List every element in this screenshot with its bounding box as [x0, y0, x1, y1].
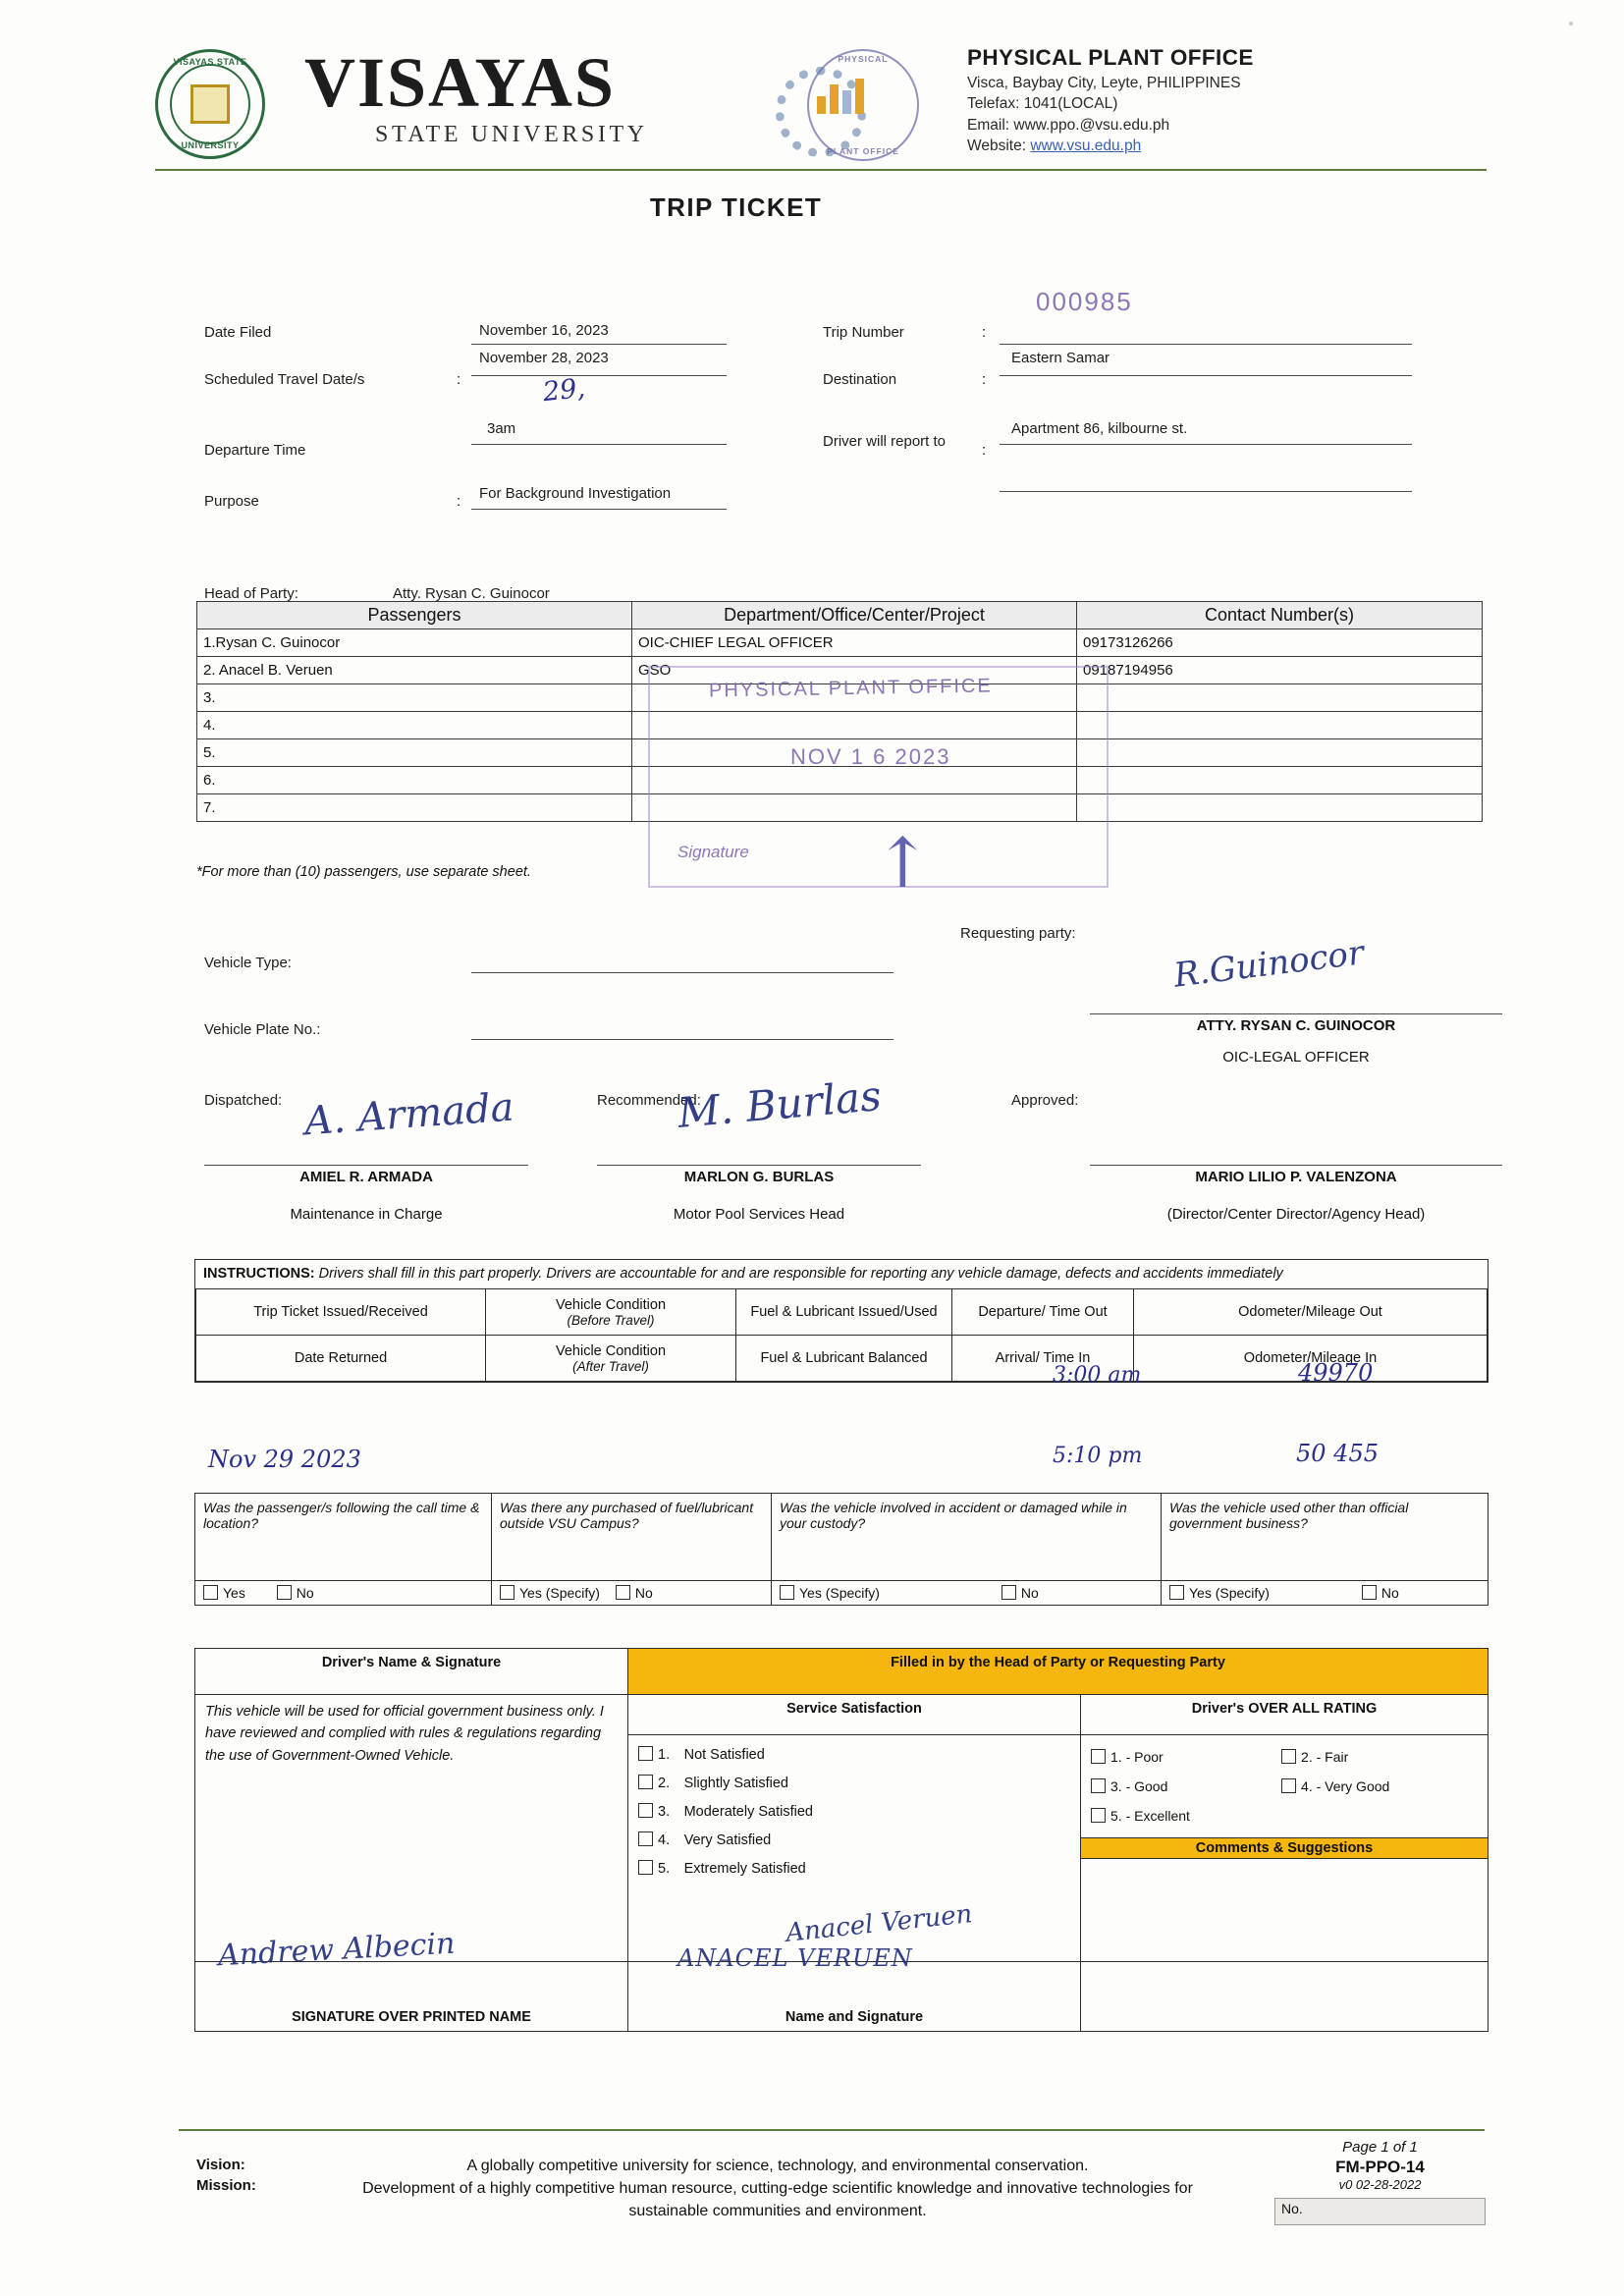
satisfaction-option-1[interactable] [638, 1741, 1070, 1770]
cell-vehicle-condition-after [486, 1336, 736, 1382]
odometer-out-value: 49970 [1298, 1359, 1374, 1387]
row-contact: 09187194956 [1077, 657, 1483, 684]
vision-mission-labels [196, 2157, 256, 2194]
ppo-ring-top: PHYSICAL [838, 54, 889, 64]
header-divider [155, 169, 1487, 171]
question-4-text: Was the vehicle used other than official government business? [1162, 1494, 1489, 1581]
dispatched-signature: A. Armada [302, 1084, 515, 1145]
wordmark-sub: STATE UNIVERSITY [375, 122, 648, 148]
questions-table [194, 1493, 1489, 1606]
seal-bottom-text: UNIVERSITY [181, 139, 240, 150]
rating-2-checkbox[interactable] [1281, 1749, 1296, 1764]
recommended-caption: Motor Pool Services Head [673, 1206, 845, 1223]
rating-option-4[interactable] [1281, 1773, 1389, 1800]
cell-date-returned: Date Returned [196, 1336, 486, 1382]
scheduled-date-value: November 28, 2023 [479, 350, 609, 366]
departure-time-value: 3am [487, 420, 516, 437]
q3-no-checkbox[interactable] [1001, 1585, 1016, 1600]
rating-3-label: 3. - Good [1110, 1778, 1168, 1794]
satisfaction-5-label: 5. Extremely Satisfied [658, 1861, 806, 1877]
wordmark-main: VISAYAS [304, 43, 616, 122]
satisfaction-option-2[interactable] [638, 1770, 1070, 1798]
scheduled-date-handwritten: 29, [541, 372, 587, 409]
rating-2-label: 2. - Fair [1301, 1749, 1349, 1765]
instructions-table [195, 1288, 1488, 1382]
dispatched-rule [204, 1165, 528, 1166]
driver-report-label-text: Driver will report to [823, 433, 947, 450]
office-stamp-signature-label: Signature [677, 843, 749, 861]
question-3-options [772, 1581, 1162, 1606]
office-website-link[interactable]: www.vsu.edu.ph [1030, 137, 1142, 154]
approved-caption: (Director/Center Director/Agency Head) [1166, 1206, 1426, 1223]
trip-number-label: Trip Number [823, 324, 904, 341]
vehicle-type-label: Vehicle Type: [204, 955, 292, 971]
office-stamp-text: PHYSICAL PLANT OFFICE [708, 675, 993, 702]
purpose-value: For Background Investigation [479, 485, 672, 502]
rating-cell [1081, 1735, 1489, 1962]
odometer-in-value: 50 455 [1296, 1440, 1379, 1467]
satisfaction-1-checkbox[interactable] [638, 1746, 653, 1761]
cell-odometer-in: Odometer/Mileage In [1134, 1336, 1488, 1382]
seal-top-text: VISAYAS STATE [173, 57, 247, 67]
q2-yes-checkbox[interactable] [500, 1585, 514, 1600]
requesting-party-name: ATTY. RYSAN C. GUINOCOR [1196, 1017, 1396, 1034]
scan-artifact-dot [1569, 22, 1573, 26]
cell-vehicle-condition-before [486, 1289, 736, 1336]
instructions-text [195, 1260, 1488, 1288]
ppo-ring-bottom: PLANT OFFICE [827, 146, 899, 156]
service-satisfaction-header: Service Satisfaction [628, 1695, 1081, 1735]
driver-feedback-table [194, 1648, 1489, 2032]
question-1-options [195, 1581, 492, 1606]
row-name: Rysan C. Guinocor [215, 634, 341, 651]
instructions-bold: INSTRUCTIONS: [203, 1266, 315, 1282]
q1-yes-checkbox[interactable] [203, 1585, 218, 1600]
q4-no-checkbox[interactable] [1362, 1585, 1377, 1600]
stamp-stroke: ↑ [874, 823, 932, 903]
passenger-footnote: *For more than (10) passengers, use separate sheet. [196, 864, 531, 880]
driver-name-signature-header: Driver's Name & Signature [195, 1649, 628, 1695]
dispatched-name: AMIEL R. ARMADA [299, 1169, 433, 1185]
feedback-header-row [195, 1649, 1489, 1695]
question-3-text: Was the vehicle involved in accident or damaged while in your custody? [772, 1494, 1162, 1581]
departure-time-label: Departure Time [204, 442, 306, 459]
vision-mission-text [346, 2155, 1210, 2223]
row-no: 3. [197, 684, 632, 712]
q1-yes-label: Yes [223, 1585, 245, 1601]
date-filed-rule [471, 344, 727, 345]
recommended-signature: M. Burlas [676, 1071, 884, 1137]
rating-option-1[interactable] [1091, 1743, 1277, 1771]
q2-yes-label: Yes (Specify) [519, 1585, 600, 1601]
rating-1-checkbox[interactable] [1091, 1749, 1106, 1764]
rating-row-3 [1091, 1802, 1478, 1831]
instructions-box [194, 1259, 1489, 1383]
purpose-label: Purpose [204, 493, 259, 510]
vehicle-plate-rule [471, 1039, 893, 1040]
feedback-signature-row [195, 1962, 1489, 2032]
cell-trip-ticket-issued: Trip Ticket Issued/Received [196, 1289, 486, 1336]
satisfaction-3-checkbox[interactable] [638, 1803, 653, 1818]
driver-declaration: This vehicle will be used for official government business only. I have reviewed and complied with rules & regulations regarding the use of Government-Owned Vehicle. [205, 1704, 604, 1764]
rating-option-5[interactable] [1091, 1802, 1190, 1830]
question-4-options [1162, 1581, 1489, 1606]
satisfaction-4-checkbox[interactable] [638, 1831, 653, 1846]
q2-yes[interactable] [500, 1585, 600, 1601]
trip-number-colon: : [982, 324, 987, 341]
cell-arrival-time-in: Arrival/ Time In [952, 1336, 1134, 1382]
scheduled-date-rule [471, 375, 727, 376]
arrival-time-in-value: 5:10 pm [1053, 1444, 1143, 1468]
driver-report-label [823, 432, 980, 452]
rating-option-2[interactable] [1281, 1743, 1348, 1771]
satisfaction-2-label: 2. Slightly Satisfied [658, 1776, 788, 1791]
university-seal-icon [155, 49, 265, 159]
satisfaction-3-label: 3. Moderately Satisfied [658, 1804, 813, 1820]
recommended-label: Recommended: [597, 1092, 701, 1109]
satisfaction-1-label: 1. Not Satisfied [658, 1747, 765, 1763]
satisfaction-option-5[interactable] [638, 1855, 1070, 1884]
q4-yes[interactable] [1169, 1585, 1270, 1601]
vision-label: Vision: [196, 2157, 245, 2173]
vehicle-plate-label: Vehicle Plate No.: [204, 1021, 321, 1038]
purpose-colon: : [457, 493, 461, 510]
approved-name: MARIO LILIO P. VALENZONA [1195, 1169, 1397, 1185]
party-signature-caption: Name and Signature [628, 1962, 1081, 2032]
requesting-party-signature: R.Guinocor [1171, 933, 1367, 996]
office-email: Email: www.ppo.@vsu.edu.ph [967, 116, 1170, 134]
office-title: PHYSICAL PLANT OFFICE [967, 45, 1254, 70]
driver-declaration-cell [195, 1695, 628, 1962]
table-row [196, 1336, 1488, 1382]
overall-rating-header: Driver's OVER ALL RATING [1081, 1695, 1489, 1735]
vision-text: A globally competitive university for science, technology, and environmental conservation. [466, 2158, 1089, 2174]
recommended-rule [597, 1165, 921, 1166]
instructions-body: Drivers shall fill in this part properly. Drivers are accountable for and are responsible for reporting any vehicle damage, defects and accidents immediately [314, 1266, 1283, 1282]
row-no: 7. [197, 794, 632, 822]
q4-no-label: No [1380, 1585, 1399, 1601]
destination-colon: : [982, 371, 987, 388]
q2-no[interactable] [616, 1585, 653, 1601]
cell-fuel-balanced: Fuel & Lubricant Balanced [736, 1336, 952, 1382]
party-signature-script: Anacel Veruen [784, 1899, 974, 1948]
row-name: Anacel B. Veruen [218, 662, 333, 679]
row-office: OIC-CHIEF LEGAL OFFICER [632, 629, 1077, 657]
driver-report-value: Apartment 86, kilbourne st. [1011, 420, 1188, 437]
head-of-party-value: Atty. Rysan C. Guinocor [393, 585, 550, 602]
ppo-logo-icon [776, 45, 913, 163]
row-no: 2. [203, 662, 216, 679]
question-2-text: Was there any purchased of fuel/lubricant outside VSU Campus? [492, 1494, 772, 1581]
driver-report-rule [1000, 444, 1412, 445]
purpose-rule [471, 509, 727, 510]
driver-signature-caption: SIGNATURE OVER PRINTED NAME [195, 1962, 628, 2032]
q1-no-label: No [296, 1585, 314, 1601]
office-contact-block [967, 45, 1478, 155]
page-title [0, 192, 1624, 223]
departure-time-out-value: 3:00 am [1053, 1363, 1142, 1388]
party-signature-printed: ANACEL VERUEN [677, 1944, 913, 1972]
driver-report-rule2 [1000, 491, 1412, 492]
rating-5-label: 5. - Excellent [1110, 1808, 1190, 1824]
destination-rule [1000, 375, 1412, 376]
mission-label: Mission: [196, 2177, 256, 2194]
rating-3-checkbox[interactable] [1091, 1778, 1106, 1793]
page-number: Page 1 of 1 [1342, 2139, 1418, 2156]
page-title-text: TRIP TICKET [649, 192, 823, 222]
q1-no-checkbox[interactable] [277, 1585, 292, 1600]
vehicle-type-rule [471, 972, 893, 973]
cell-odometer-out: Odometer/Mileage Out [1134, 1289, 1488, 1336]
table-row [196, 1289, 1488, 1336]
row-office: GSO [632, 657, 1077, 684]
vc-after-main: Vehicle Condition [555, 1342, 667, 1359]
feedback-blank-cell [1081, 1962, 1489, 2032]
q3-no[interactable] [1001, 1585, 1039, 1601]
q4-yes-checkbox[interactable] [1169, 1585, 1184, 1600]
letterhead [137, 27, 1492, 175]
rating-row-1 [1091, 1743, 1478, 1773]
rating-row-2 [1091, 1773, 1478, 1802]
q3-yes-checkbox[interactable] [780, 1585, 794, 1600]
trip-number-rule [1000, 344, 1412, 345]
col-contact: Contact Number(s) [1077, 602, 1483, 629]
destination-value: Eastern Samar [1011, 350, 1110, 366]
office-telefax: Telefax: 1041(LOCAL) [967, 95, 1118, 112]
scheduled-date-label: Scheduled Travel Date/s [204, 371, 365, 388]
footer-divider [179, 2129, 1485, 2131]
q4-no[interactable] [1362, 1585, 1399, 1601]
rating-4-checkbox[interactable] [1281, 1778, 1296, 1793]
q3-no-label: No [1020, 1585, 1039, 1601]
form-version: v0 02-28-2022 [1338, 2177, 1422, 2192]
recommended-name: MARLON G. BURLAS [683, 1169, 835, 1185]
driver-report-colon: : [982, 442, 987, 459]
row-no: 5. [197, 739, 632, 767]
approved-label: Approved: [1011, 1092, 1079, 1109]
rating-5-checkbox[interactable] [1091, 1808, 1106, 1823]
office-stamp-date: NOV 1 6 2023 [790, 744, 951, 769]
office-website-row [967, 137, 1478, 155]
question-2-options [492, 1581, 772, 1606]
satisfaction-5-checkbox[interactable] [638, 1860, 653, 1875]
satisfaction-4-label: 4. Very Satisfied [658, 1832, 772, 1848]
comments-value[interactable] [1081, 1859, 1488, 1961]
row-no: 4. [197, 712, 632, 739]
q1-no[interactable] [277, 1585, 314, 1601]
date-filed-label: Date Filed [204, 324, 272, 341]
col-passengers: Passengers [197, 602, 632, 629]
satisfaction-2-checkbox[interactable] [638, 1775, 653, 1789]
footer-form-info [1274, 2139, 1486, 2225]
office-address: Visca, Baybay City, Leyte, PHILIPPINES [967, 74, 1241, 91]
cell-fuel-issued: Fuel & Lubricant Issued/Used [736, 1289, 952, 1336]
q3-yes-label: Yes (Specify) [799, 1585, 880, 1601]
vc-after-sub: (After Travel) [572, 1358, 649, 1374]
q3-yes[interactable] [780, 1585, 880, 1601]
mission-text: Development of a highly competitive human resource, cutting-edge scientific knowledge and innovative technologies for sustainable communities and environment. [362, 2180, 1193, 2220]
cell-departure-time-out: Departure/ Time Out [952, 1289, 1134, 1336]
dispatched-caption: Maintenance in Charge [290, 1206, 443, 1223]
approved-rule [1090, 1165, 1502, 1166]
col-department: Department/Office/Center/Project [632, 602, 1077, 629]
satisfaction-option-3[interactable] [638, 1798, 1070, 1827]
row-no: 1. [203, 634, 216, 651]
control-number: 000985 [1036, 287, 1133, 316]
row-no: 6. [197, 767, 632, 794]
requesting-party-title: OIC-LEGAL OFFICER [1222, 1049, 1370, 1066]
dispatched-label: Dispatched: [204, 1092, 283, 1109]
office-website-label: Website: [967, 137, 1031, 154]
passenger-table-header-row [197, 602, 1483, 629]
date-filed-value: November 16, 2023 [479, 322, 609, 339]
requesting-party-rule [1090, 1013, 1502, 1014]
questions-text-row [195, 1494, 1489, 1581]
q1-yes[interactable] [203, 1585, 245, 1601]
requesting-party-label: Requesting party: [960, 925, 1076, 942]
scheduled-colon: : [457, 371, 461, 388]
head-of-party-label: Head of Party: [204, 585, 298, 602]
ppo-ring-text [807, 49, 919, 161]
q2-no-checkbox[interactable] [616, 1585, 630, 1600]
comments-header: Comments & Suggestions [1081, 1837, 1488, 1859]
rating-option-3[interactable] [1091, 1773, 1277, 1800]
form-code: FM-PPO-14 [1335, 2158, 1425, 2176]
q2-no-label: No [634, 1585, 653, 1601]
filled-by-header: Filled in by the Head of Party or Requesting Party [628, 1649, 1489, 1695]
form-number-box: No. [1274, 2198, 1486, 2225]
questions-options-row [195, 1581, 1489, 1606]
row-contact: 09173126266 [1077, 629, 1483, 657]
question-1-text: Was the passenger/s following the call time & location? [195, 1494, 492, 1581]
feedback-subheader-row [195, 1695, 1489, 1735]
university-wordmark [304, 43, 717, 148]
satisfaction-option-4[interactable] [638, 1827, 1070, 1855]
q4-yes-label: Yes (Specify) [1189, 1585, 1270, 1601]
vc-before-main: Vehicle Condition [555, 1296, 667, 1313]
rating-1-label: 1. - Poor [1110, 1749, 1164, 1765]
driver-signature: Andrew Albecin [217, 1926, 457, 1974]
departure-time-rule [471, 444, 727, 445]
vc-before-sub: (Before Travel) [567, 1312, 655, 1328]
destination-label: Destination [823, 371, 897, 388]
date-returned-value: Nov 29 2023 [208, 1446, 361, 1473]
table-row [197, 629, 1483, 657]
rating-4-label: 4. - Very Good [1301, 1778, 1390, 1794]
